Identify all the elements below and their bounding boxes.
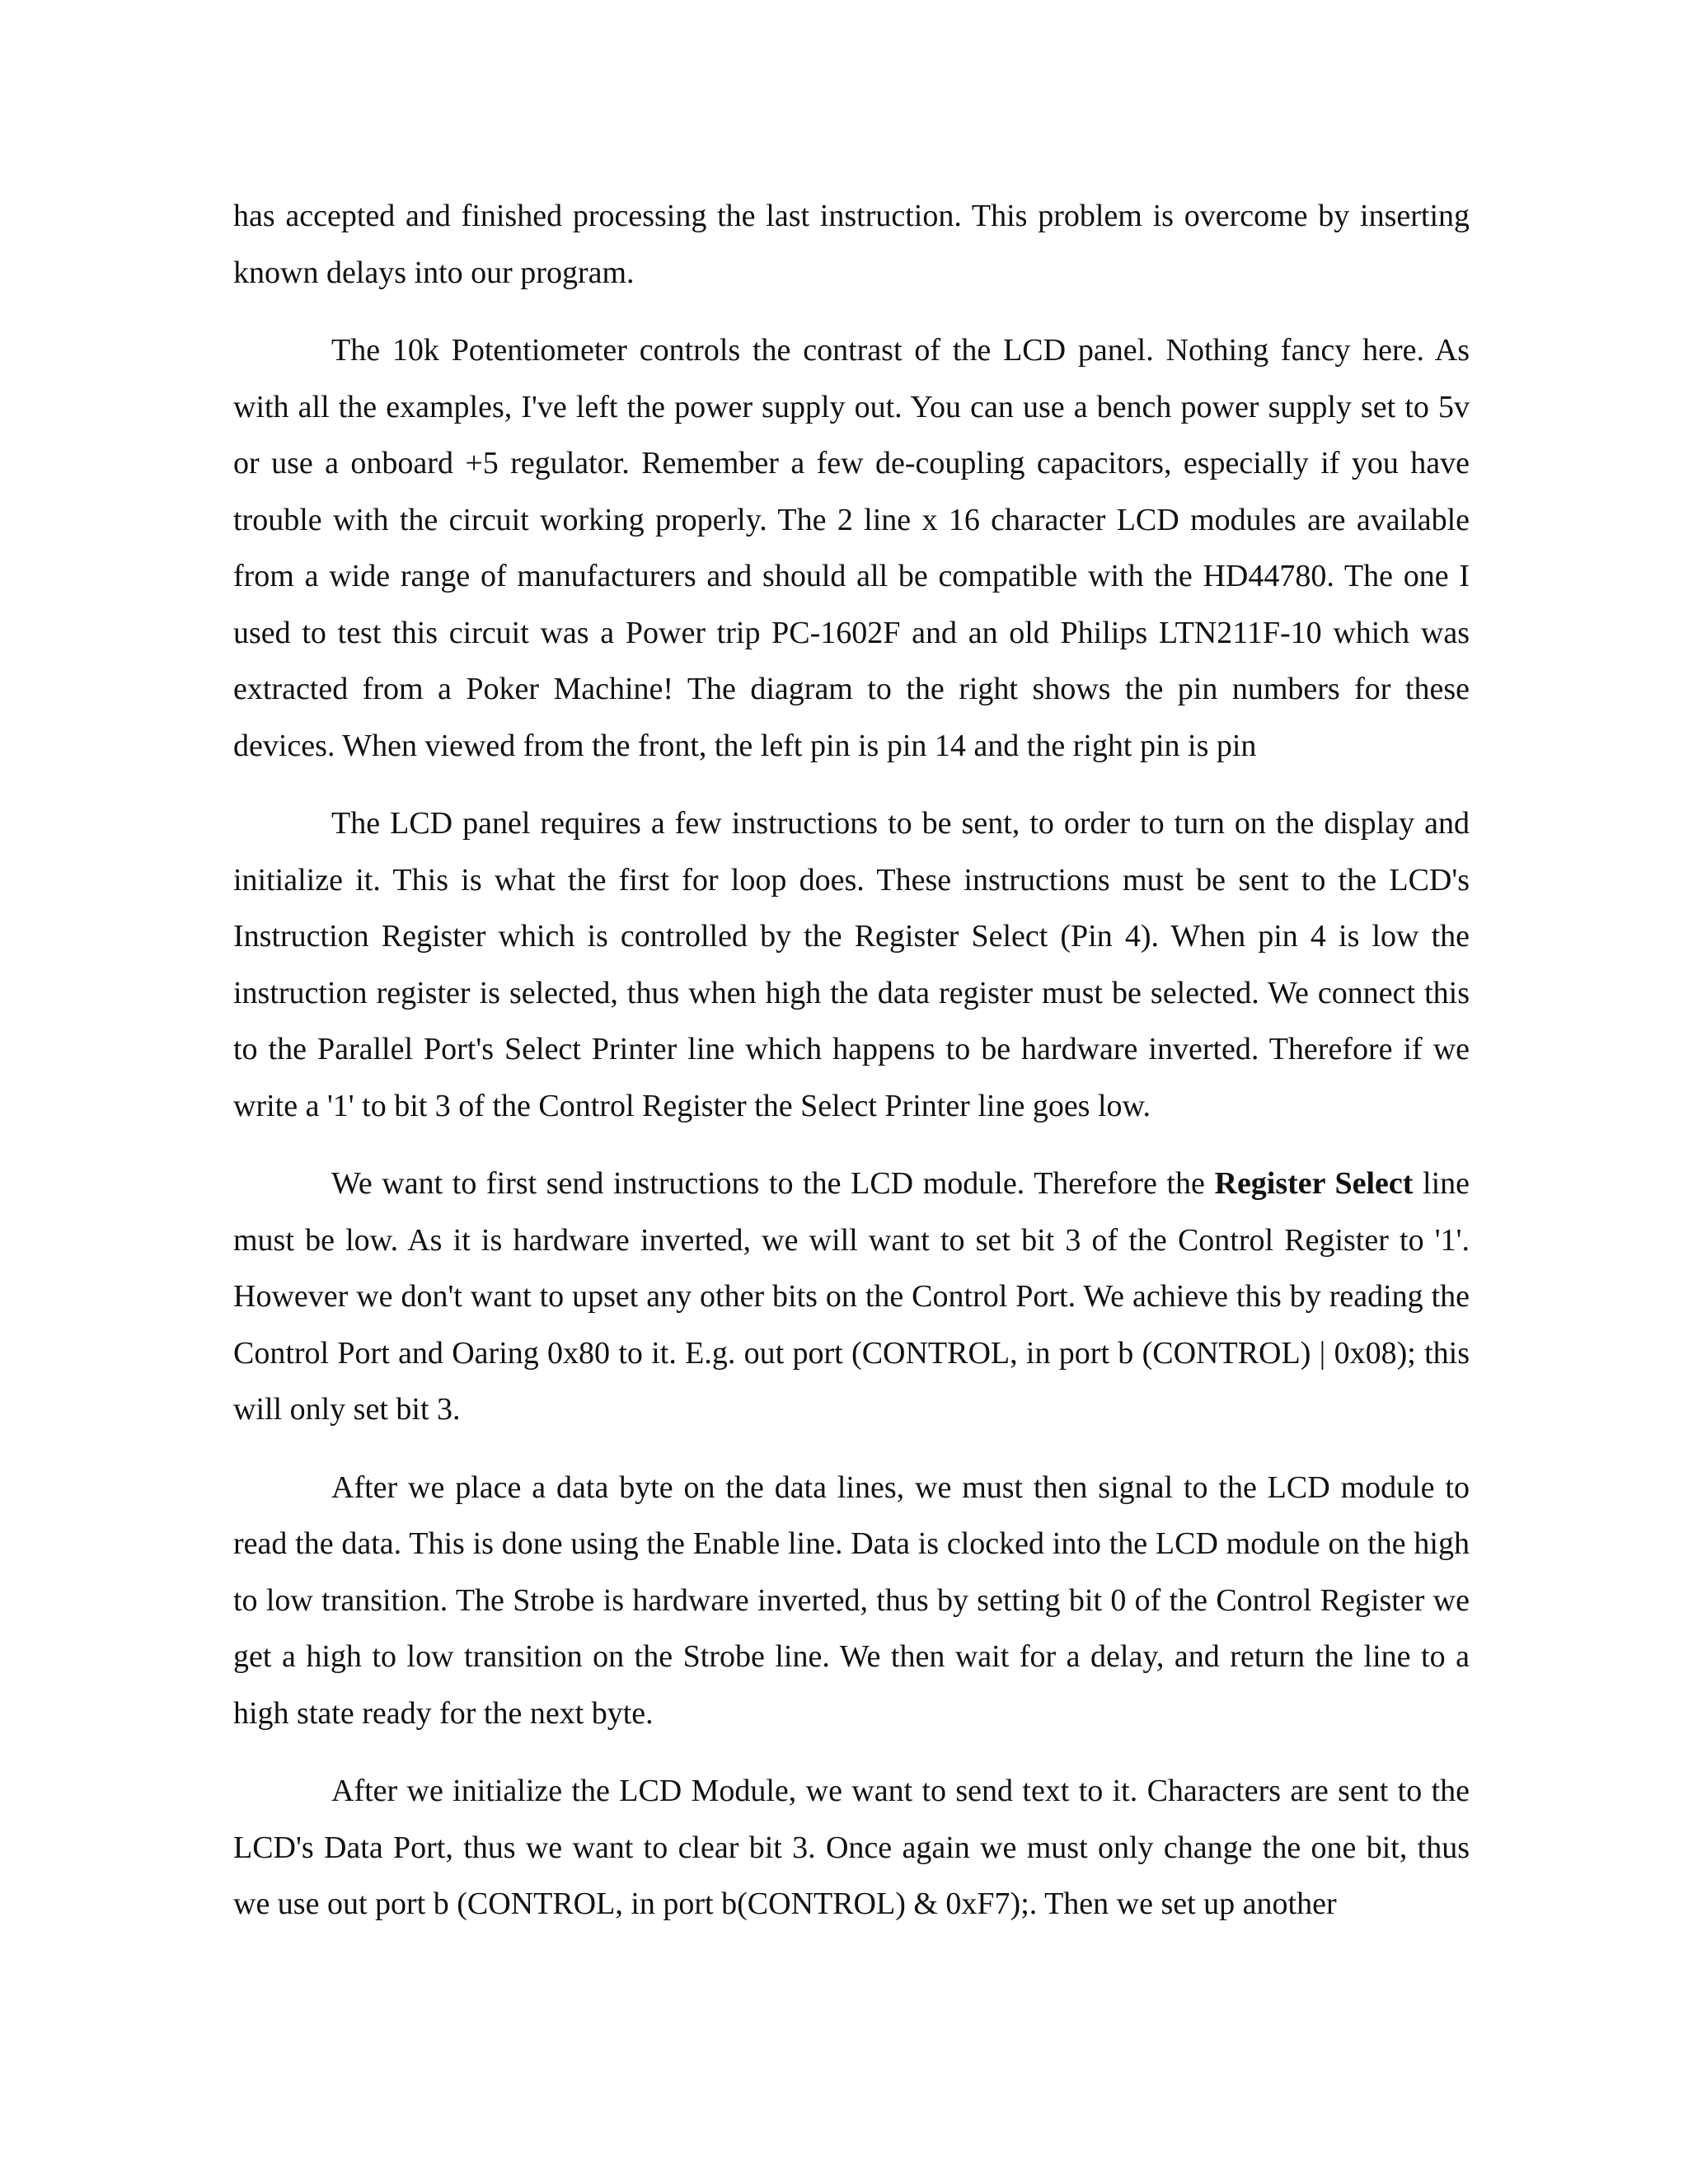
body-text bbox=[233, 188, 1470, 1954]
paragraph-6: After we initialize the LCD Module, we want to send text to it. Characters are sent to the LCD's Data Port, thus we want to clear bit 3. Once again we must only change the one bit, thus we use out port b (CONTROL, in port b(CONTROL) & 0xF7);. Then we set up another bbox=[233, 1774, 1470, 1921]
paragraph-5: After we place a data byte on the data lines, we must then signal to the LCD module to read the data. This is done using the Enable line. Data is clocked into the LCD module on the high to low transition. The Strobe is hardware inverted, thus by setting bit 0 of the Control Register we get a high to low transition on the Strobe line. We then wait for a delay, and return the line to a high state ready for the next byte. bbox=[233, 1469, 1470, 1731]
paragraph-4 bbox=[233, 1155, 1470, 1438]
paragraph-4-text-before: We want to first send instructions to the LCD module. Therefore the bbox=[331, 1166, 1215, 1201]
paragraph-1: has accepted and finished processing the last instruction. This problem is overcome by inserting known delays into our program. bbox=[233, 199, 1470, 290]
paragraph-4-text-after: line must be low. As it is hardware inverted, we will want to set bit 3 of the Control Register to '1'. However we don't want to upset any other bits on the Control Port. We achieve this by reading the Control Port and Oaring 0x80 to it. E.g. out port (CONTROL, in port b (CONTROL) | 0x08); this will only set bit 3. bbox=[233, 1166, 1470, 1427]
paragraph-3: The LCD panel requires a few instructions to be sent, to order to turn on the display and initialize it. This is what the first for loop does. These instructions must be sent to the LCD's Instruction Register which is controlled by the Register Select (Pin 4). When pin 4 is low the instruction register is selected, thus when high the data register must be selected. We connect this to the Parallel Port's Select Printer line which happens to be hardware inverted. Therefore if we write a '1' to bit 3 of the Control Register the Select Printer line goes low. bbox=[233, 806, 1470, 1123]
register-select-bold: Register Select bbox=[1214, 1166, 1414, 1201]
paragraph-2: The 10k Potentiometer controls the contrast of the LCD panel. Nothing fancy here. As with all the examples, I've left the power supply out. You can use a bench power supply set to 5v or use a onboard +5 regulator. Remember a few de-coupling capacitors, especially if you have trouble with the circuit working properly. The 2 line x 16 character LCD modules are available from a wide range of manufacturers and should all be compatible with the HD44780. The one I used to test this circuit was a Power trip PC-1602F and an old Philips LTN211F-10 which was extracted from a Poker Machine! The diagram to the right shows the pin numbers for these devices. When viewed from the front, the left pin is pin 14 and the right pin is pin bbox=[233, 333, 1470, 763]
